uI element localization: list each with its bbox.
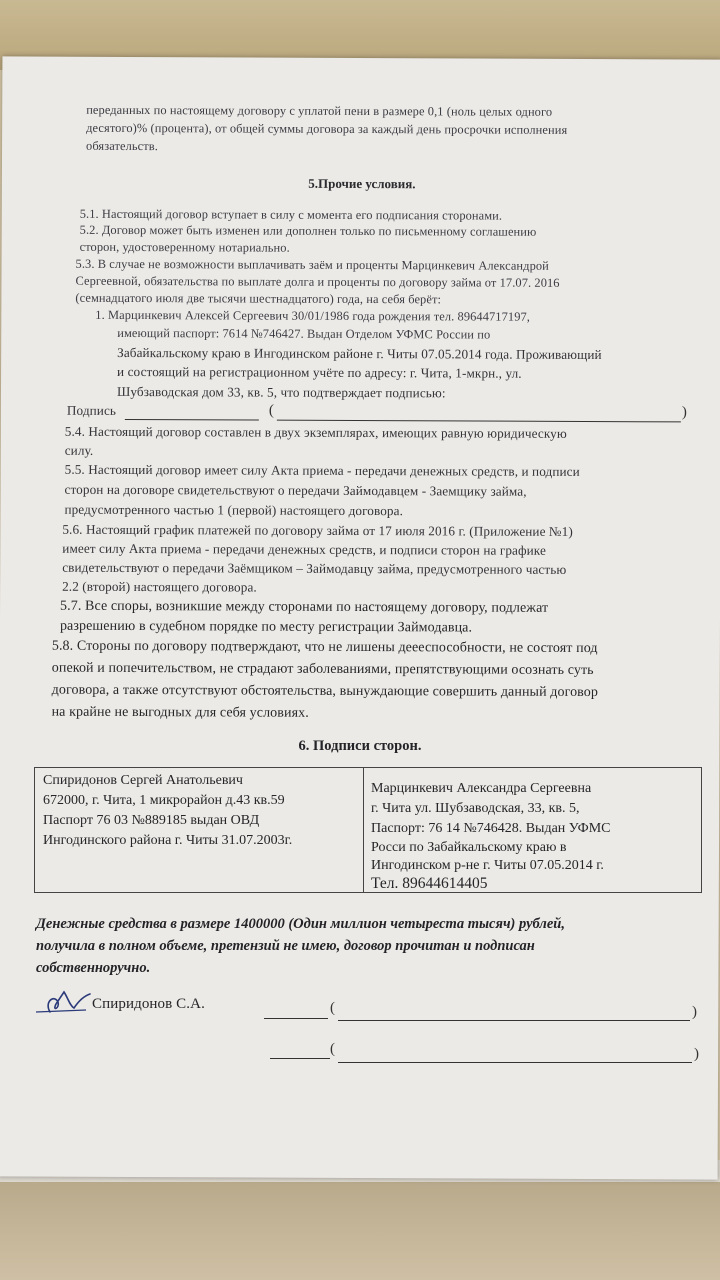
- text-line: свидетельствуют о передачи Заёмщиком – Займодавцу займа, предусмотренного частью: [62, 559, 567, 577]
- blank-name-line: [338, 1062, 692, 1063]
- party-right-phone: Тел. 89644614405: [371, 875, 488, 892]
- blank-name-line: [338, 1020, 690, 1021]
- party-right-line: Ингодинском р-не г. Читы 07.05.2014 г.: [371, 858, 604, 873]
- party-left-line: Паспорт 76 03 №889185 выдан ОВД: [43, 813, 260, 828]
- signature-line: [125, 419, 259, 421]
- blank-signature-line: [270, 1058, 330, 1059]
- paren-close: ): [681, 404, 687, 421]
- party-right-line: Паспорт: 76 14 №746428. Выдан УФМС: [371, 821, 611, 836]
- section-6-heading: 6. Подписи сторон.: [298, 738, 422, 754]
- party-left-line: Ингодинского района г. Читы 31.07.2003г.: [43, 833, 293, 848]
- text-line: 2.2 (второй) настоящего договора.: [62, 578, 257, 595]
- text-line: Шубзаводская дом 33, кв. 5, что подтверждает подписью:: [116, 383, 446, 401]
- text-line: Забайкальскому краю в Ингодинском районе г. Читы 07.05.2014 года. Проживающий: [117, 344, 602, 363]
- blank-signature-line: [264, 1018, 328, 1019]
- text-line: имеющий паспорт: 7614 №746427. Выдан Отделом УФМС России по: [117, 325, 491, 342]
- paren-close: ): [694, 1046, 699, 1062]
- text-line: силу.: [64, 442, 94, 458]
- text-line: 5.6. Настоящий график платежей по договору займа от 17 июля 2016 г. (Приложение №1): [62, 521, 573, 539]
- text-line: 5.4. Настоящий договор составлен в двух экземплярах, имеющих равную юридическую: [64, 423, 567, 441]
- paren-open: (: [330, 1041, 335, 1057]
- paren-open: (: [330, 1000, 335, 1016]
- text-line: 1. Марцинкевич Алексей Сергеевич 30/01/1986 года рождения тел. 89644717197,: [95, 307, 531, 324]
- signer-name: Спиридонов С.А.: [92, 996, 205, 1012]
- party-left-line: Спиридонов Сергей Анатольевич: [43, 773, 243, 788]
- parties-table: [34, 767, 702, 893]
- text-line: 5.3. В случае не возможности выплачивать заём и проценты Марцинкевич Александрой: [75, 256, 549, 273]
- text-line: 5.1. Настоящий договор вступает в силу с момента его подписания сторонами.: [79, 206, 503, 223]
- text-line: десятого)% (процента), от общей суммы договора за каждый день просрочки исполнения: [86, 120, 568, 137]
- receipt-line: Денежные средства в размере 1400000 (Один миллион четыреста тысяч) рублей,: [36, 916, 565, 932]
- text-line: на крайне не выгодных для себя условиях.: [51, 704, 309, 721]
- text-line: 5.5. Настоящий договор имеет силу Акта приема - передачи денежных средств, и подписи: [64, 461, 580, 479]
- paren-close: ): [692, 1004, 697, 1020]
- text-line: 5.2. Договор может быть изменен или дополнен только по письменному соглашению: [79, 222, 537, 239]
- text-line: опекой и попечительством, не страдают заболеваниями, препятствующими осознать суть: [51, 660, 594, 679]
- text-line: и состоящий на регистрационном учёте по адресу: г. Чита, 1-мкрн., ул.: [117, 363, 522, 381]
- party-right-line: Марцинкевич Александра Сергеевна: [371, 781, 592, 796]
- background-bottom: [0, 1175, 720, 1280]
- receipt-line: получила в полном объеме, претензий не имею, договор прочитан и подписан: [36, 938, 535, 954]
- text-line: имеет силу Акта приема - передачи денежных средств, и подписи сторон на графике: [62, 540, 546, 558]
- text-line: обязательств.: [86, 138, 158, 154]
- text-line: договора, а также отсутствуют обстоятельства, вынуждающие совершить данный договор: [51, 682, 599, 701]
- text-line: (семнадцатого июля две тысячи шестнадцатого) года, на себя берёт:: [75, 290, 442, 307]
- text-line: сторон на договоре свидетельствуют о передачи Займодавцем - Заемщику займа,: [64, 481, 527, 499]
- party-left-line: 672000, г. Чита, 1 микрорайон д.43 кв.59: [43, 793, 285, 808]
- text-line: 5.8. Стороны по договору подтверждают, что не лишены деееспособности, не состоят под: [51, 638, 598, 657]
- text-line: переданных по настоящему договору с уплатой пени в размере 0,1 (ноль целых одного: [86, 102, 553, 119]
- name-line: [277, 420, 681, 423]
- text-line: 5.7. Все споры, возникшие между сторонами по настоящему договору, подлежат: [60, 598, 549, 616]
- party-right-line: Росси по Забайкальскому краю в: [371, 840, 567, 855]
- text-line: разрешению в судебном порядке по месту регистрации Займодавца.: [59, 618, 473, 636]
- section-5-heading: 5.Прочие условия.: [308, 175, 416, 192]
- signature-label: Подпись: [66, 402, 117, 418]
- handwritten-signature: [34, 988, 94, 1018]
- paren-open: (: [268, 402, 274, 419]
- text-line: Сергеевной, обязательства по выплате долга и проценты по договору займа от 17.07. 2016: [75, 273, 560, 290]
- table-divider: [363, 768, 364, 892]
- receipt-line: собственноручно.: [36, 960, 151, 976]
- party-right-line: г. Чита ул. Шубзаводская, 33, кв. 5,: [371, 801, 580, 816]
- text-line: предусмотренного частью 1 (первой) настоящего договора.: [64, 501, 404, 519]
- text-line: сторон, удостоверенному нотариально.: [79, 239, 290, 255]
